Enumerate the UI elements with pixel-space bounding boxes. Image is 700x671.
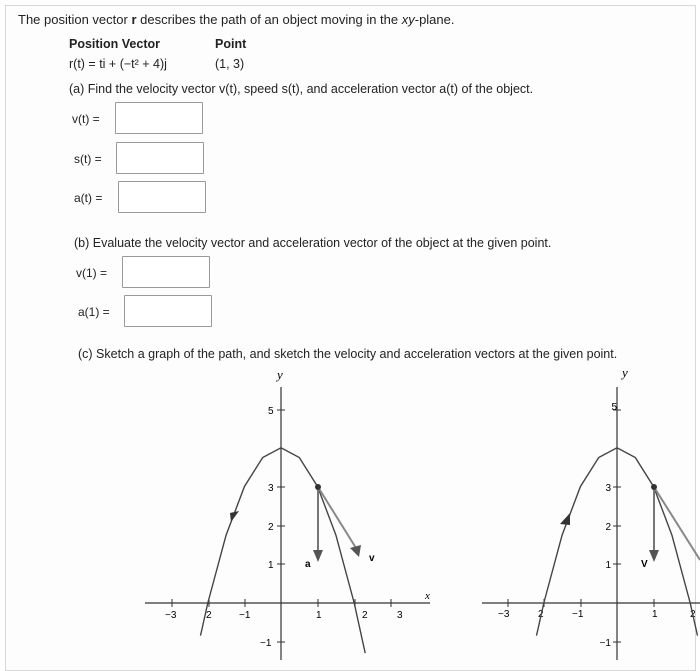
intro-text-2: describes the path of an object moving in the <box>136 12 402 27</box>
point-header: Point <box>215 37 247 51</box>
speed-label: s(t) = <box>74 152 102 166</box>
y-tick-label: 1 <box>268 560 274 571</box>
y-axis-label: y <box>277 367 283 382</box>
x-tick-label: −1 <box>572 609 584 620</box>
x-tick-label: 2 <box>538 609 544 620</box>
part-c-prompt: (c) Sketch a graph of the path, and sketch the velocity and acceleration vectors at the given point. <box>78 347 618 361</box>
acceleration-at-1-label: a(1) = <box>78 305 110 319</box>
intro-text: The position vector <box>18 12 132 27</box>
path-curve <box>201 448 366 653</box>
left-path-graph[interactable] <box>135 365 450 665</box>
y-tick-label: 2 <box>605 522 611 533</box>
y-tick-label: 3 <box>605 483 611 494</box>
y-tick-label: 5 <box>268 406 274 417</box>
y-tick-label: −1 <box>260 638 272 649</box>
part-a-prompt: (a) Find the velocity vector v(t), speed s(t), and acceleration vector a(t) of the object. <box>69 82 534 96</box>
y-tick-label: −1 <box>599 638 611 649</box>
speed-input[interactable] <box>116 142 204 174</box>
x-tick-label: 3 <box>397 610 403 621</box>
x-tick-label: 2 <box>690 609 696 620</box>
velocity-vector <box>654 487 700 560</box>
x-tick-label: −3 <box>165 610 177 621</box>
intro-plane: xy <box>401 12 415 27</box>
x-axis-label: x <box>425 590 430 602</box>
x-ticks <box>498 599 696 620</box>
acceleration-at-1-input[interactable] <box>124 295 212 327</box>
x-tick-label: −3 <box>498 609 510 620</box>
y-ticks <box>600 402 621 649</box>
velocity-at-1-input[interactable] <box>122 256 210 288</box>
intro-vector-symbol: r <box>131 12 137 27</box>
velocity-label: v(t) = <box>72 112 100 126</box>
acceleration-input[interactable] <box>118 181 206 213</box>
y-tick-label: 5 <box>611 402 617 413</box>
y-tick-label: 2 <box>268 522 274 533</box>
part-b-prompt: (b) Evaluate the velocity vector and acceleration vector of the object at the given point. <box>74 236 552 250</box>
x-tick-label: 1 <box>652 609 658 620</box>
y-tick-label: 3 <box>268 483 274 494</box>
acceleration-label: a(t) = <box>74 191 103 205</box>
problem-intro <box>18 12 454 27</box>
x-tick-label: 2 <box>362 610 368 621</box>
position-vector-formula: r(t) = ti + (−t² + 4)j <box>69 57 167 71</box>
position-vector-header: Position Vector <box>69 37 160 51</box>
acceleration-vector-label: a <box>305 559 311 570</box>
y-tick-label: 1 <box>605 560 611 571</box>
velocity-vector-label: v <box>369 553 375 564</box>
x-ticks <box>165 599 403 621</box>
velocity-at-1-label: v(1) = <box>76 266 108 280</box>
direction-arrow <box>230 511 239 522</box>
x-tick-label: 1 <box>316 610 322 621</box>
intro-text-3: -plane. <box>414 12 455 27</box>
x-tick-label: −1 <box>239 610 251 621</box>
direction-arrow <box>560 513 570 525</box>
right-path-graph[interactable] <box>478 365 700 665</box>
given-point-marker <box>651 484 657 490</box>
velocity-input[interactable] <box>115 102 203 134</box>
given-point: (1, 3) <box>215 57 245 71</box>
velocity-vector-label: V <box>641 559 648 570</box>
y-axis-label: y <box>622 365 628 380</box>
given-point-marker <box>315 484 321 490</box>
x-tick-label: 2 <box>206 610 212 621</box>
